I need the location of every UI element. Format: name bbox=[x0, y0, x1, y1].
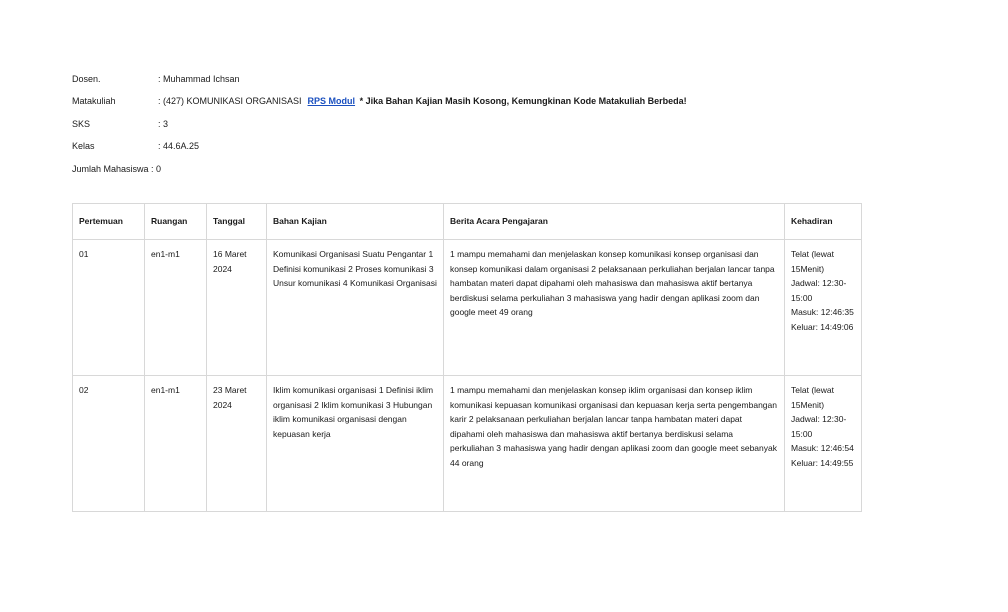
kehadiran-keluar: Keluar: 14:49:06 bbox=[791, 321, 854, 332]
column-header: Tanggal bbox=[207, 204, 267, 240]
berita-acara-cell: 1 mampu memahami dan menjelaskan konsep iklim organisasi dan konsep iklim komunikasi kepuasan komunikasi organisasi dan kepuasan kerja serta pengembangan karir 2 pelaksanaan perkuliahan berjalan lancar tanpa hambatan materi dapat dipahami oleh mahasiswa dan mahasiswa aktif bertanya berdiskusi selama perkuliahan 3 mahasiswa yang hadir dengan aplikasi zoom dan google meet sebanyak 44 orang bbox=[444, 376, 785, 512]
kehadiran-telat: Telat (lewat 15Menit) bbox=[791, 385, 834, 410]
kehadiran-masuk: Masuk: 12:46:54 bbox=[791, 443, 854, 453]
kehadiran-jadwal: Jadwal: 12:30-15:00 bbox=[791, 414, 847, 439]
kehadiran-cell bbox=[785, 240, 862, 376]
jumlah-mahasiswa-value: : 0 bbox=[151, 164, 162, 174]
sks-value: : 3 bbox=[158, 119, 169, 129]
column-header: Bahan Kajian bbox=[267, 204, 444, 240]
pertemuan-cell: 01 bbox=[73, 240, 145, 376]
kehadiran-keluar: Keluar: 14:49:55 bbox=[791, 457, 854, 468]
column-header: Pertemuan bbox=[73, 204, 145, 240]
kehadiran-telat: Telat (lewat 15Menit) bbox=[791, 249, 834, 274]
kehadiran-cell bbox=[785, 376, 862, 512]
column-header: Kehadiran bbox=[785, 204, 862, 240]
berita-acara-cell: 1 mampu memahami dan menjelaskan konsep komunikasi konsep organisasi dan konsep komunikasi dalam organisasi 2 pelaksanaan perkuliahan berjalan lancar tanpa hambatan materi dapat dipahami oleh mahasiswa dan mahasiswa aktif bertanya berdiskusi selama perkuliahan 3 mahasiswa yang hadir dengan aplikasi zoom dan google meet 49 orang bbox=[444, 240, 785, 376]
matakuliah-value: : (427) KOMUNIKASI ORGANISASI bbox=[158, 96, 302, 106]
sks-label: SKS bbox=[72, 119, 91, 129]
kelas-row bbox=[72, 140, 199, 152]
ruangan-cell: en1-m1 bbox=[145, 240, 207, 376]
jumlah-mahasiswa-label: Jumlah Mahasiswa bbox=[72, 164, 149, 174]
dosen-row bbox=[72, 73, 240, 85]
ruangan-cell: en1-m1 bbox=[145, 376, 207, 512]
jumlah-mahasiswa-row bbox=[72, 163, 161, 175]
kehadiran-jadwal: Jadwal: 12:30-15:00 bbox=[791, 278, 847, 303]
kelas-value: : 44.6A.25 bbox=[158, 141, 200, 151]
kelas-label: Kelas bbox=[72, 141, 95, 151]
column-header: Berita Acara Pengajaran bbox=[444, 204, 785, 240]
tanggal-cell: 23 Maret 2024 bbox=[207, 376, 267, 512]
rps-modul-link[interactable]: RPS Modul bbox=[307, 96, 356, 106]
sks-row bbox=[72, 118, 168, 130]
column-header: Ruangan bbox=[145, 204, 207, 240]
matakuliah-label: Matakuliah bbox=[72, 96, 116, 106]
schedule-table bbox=[72, 203, 862, 512]
table-row bbox=[73, 240, 862, 376]
table-header-row bbox=[73, 204, 862, 240]
bahan-kajian-cell: Komunikasi Organisasi Suatu Pengantar 1 Definisi komunikasi 2 Proses komunikasi 3 Unsur komunikasi 4 Komunikasi Organisasi bbox=[267, 240, 444, 376]
kehadiran-masuk: Masuk: 12:46:35 bbox=[791, 307, 854, 317]
matakuliah-row bbox=[72, 95, 687, 107]
matakuliah-note: * Jika Bahan Kajian Masih Kosong, Kemungkinan Kode Matakuliah Berbeda! bbox=[359, 96, 687, 106]
bahan-kajian-cell: Iklim komunikasi organisasi 1 Definisi iklim organisasi 2 Iklim komunikasi 3 Hubungan iklim komunikasi organisasi dengan kepuasan kerja bbox=[267, 376, 444, 512]
table-row bbox=[73, 376, 862, 512]
dosen-value: : Muhammad Ichsan bbox=[158, 74, 240, 84]
dosen-label: Dosen. bbox=[72, 74, 101, 84]
pertemuan-cell: 02 bbox=[73, 376, 145, 512]
tanggal-cell: 16 Maret 2024 bbox=[207, 240, 267, 376]
